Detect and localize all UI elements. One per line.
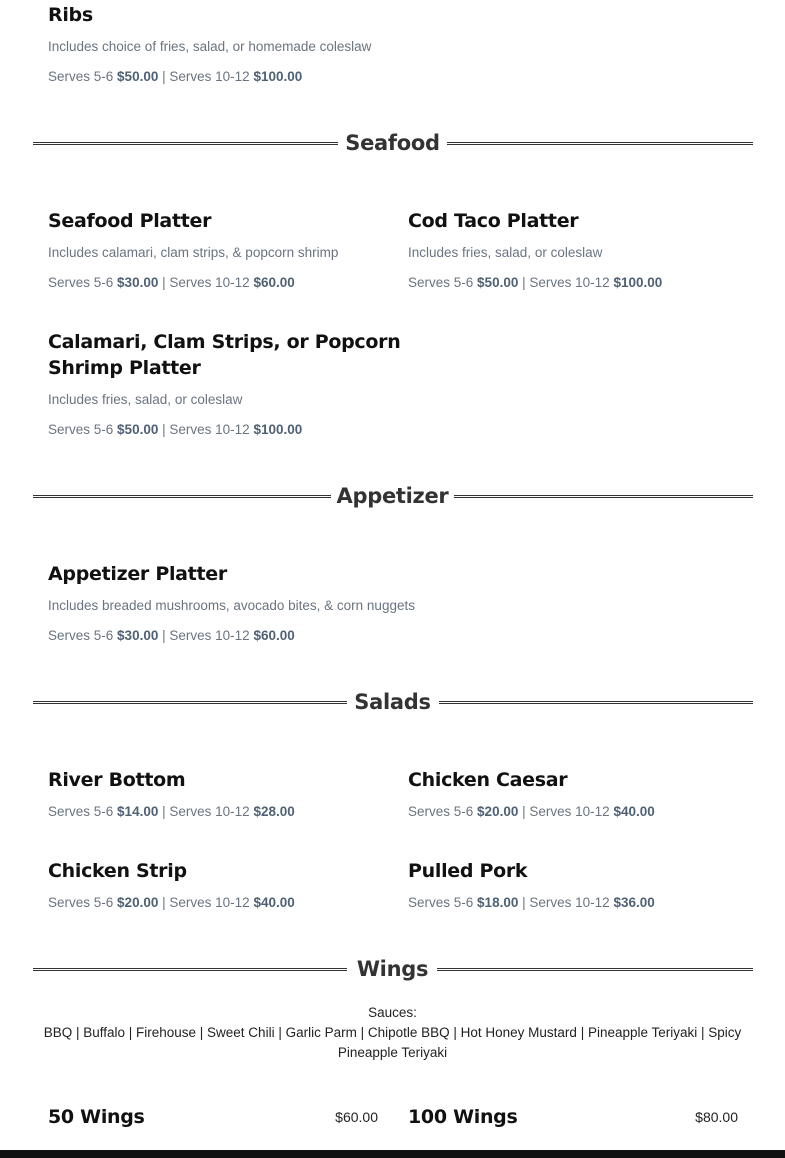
price-separator: | (162, 422, 166, 437)
wings-100-price: $80.00 (695, 1109, 738, 1125)
price-small-value: $30.00 (117, 275, 159, 290)
cod-taco-platter-title: Cod Taco Platter (408, 210, 579, 232)
chicken-strip-price (48, 894, 295, 912)
wings-50-price: $60.00 (335, 1109, 378, 1125)
price-large-label: Serves 10-12 (529, 895, 610, 910)
chicken-caesar-price (408, 803, 655, 821)
pulled-pork-price (408, 894, 655, 912)
footer-bar (0, 1150, 785, 1158)
price-small-value: $50.00 (117, 422, 159, 437)
price-large-value: $100.00 (613, 275, 663, 290)
price-separator: | (162, 895, 166, 910)
calamari-platter-title (48, 329, 400, 381)
price-small-value: $50.00 (117, 69, 159, 84)
price-large-label: Serves 10-12 (169, 804, 250, 819)
section-heading-seafood: Seafood (345, 131, 440, 155)
calamari-platter-description: Includes fries, salad, or coleslaw (48, 392, 243, 407)
price-large-label: Serves 10-12 (529, 275, 610, 290)
section-heading-wings: Wings (356, 957, 429, 981)
wings-50-title: 50 Wings (48, 1106, 145, 1128)
chicken-caesar-title: Chicken Caesar (408, 769, 568, 791)
chicken-strip-title: Chicken Strip (48, 860, 187, 882)
price-large-label: Serves 10-12 (169, 69, 250, 84)
price-small-label: Serves 5-6 (408, 895, 474, 910)
price-small-value: $20.00 (117, 895, 159, 910)
seafood-platter-title: Seafood Platter (48, 210, 212, 232)
price-large-value: $36.00 (613, 895, 655, 910)
price-separator: | (162, 69, 166, 84)
price-large-value: $100.00 (253, 422, 303, 437)
price-separator: | (522, 804, 526, 819)
calamari-platter-title-line1: Calamari, Clam Strips, or Popcorn (48, 331, 401, 353)
appetizer-platter-title: Appetizer Platter (48, 563, 227, 585)
price-large-value: $60.00 (253, 275, 295, 290)
price-small-value: $20.00 (477, 804, 519, 819)
section-heading-salads: Salads (354, 690, 431, 714)
price-small-label: Serves 5-6 (408, 275, 474, 290)
price-large-value: $28.00 (253, 804, 295, 819)
price-large-label: Serves 10-12 (169, 422, 250, 437)
price-separator: | (522, 275, 526, 290)
price-small-label: Serves 5-6 (48, 69, 114, 84)
price-separator: | (162, 804, 166, 819)
price-large-label: Serves 10-12 (169, 275, 250, 290)
calamari-platter-price (48, 421, 302, 439)
price-small-label: Serves 5-6 (48, 628, 114, 643)
ribs-price (48, 68, 302, 86)
river-bottom-title: River Bottom (48, 769, 186, 791)
ribs-title: Ribs (48, 4, 93, 26)
price-small-value: $18.00 (477, 895, 519, 910)
cod-taco-platter-description: Includes fries, salad, or coleslaw (408, 245, 603, 260)
price-small-label: Serves 5-6 (48, 422, 114, 437)
price-separator: | (162, 275, 166, 290)
ribs-description: Includes choice of fries, salad, or homemade coleslaw (48, 39, 372, 54)
price-large-value: $100.00 (253, 69, 303, 84)
price-large-value: $60.00 (253, 628, 295, 643)
price-small-value: $50.00 (477, 275, 519, 290)
seafood-platter-price (48, 274, 295, 292)
price-large-label: Serves 10-12 (169, 895, 250, 910)
sauces-label: Sauces: (368, 1005, 417, 1020)
price-separator: | (162, 628, 166, 643)
river-bottom-price (48, 803, 295, 821)
seafood-platter-description: Includes calamari, clam strips, & popcorn shrimp (48, 245, 339, 260)
price-large-label: Serves 10-12 (169, 628, 250, 643)
wings-100-title: 100 Wings (408, 1106, 518, 1128)
appetizer-platter-description: Includes breaded mushrooms, avocado bites, & corn nuggets (48, 598, 415, 613)
price-small-value: $14.00 (117, 804, 159, 819)
pulled-pork-title: Pulled Pork (408, 860, 528, 882)
price-small-value: $30.00 (117, 628, 159, 643)
appetizer-platter-price (48, 627, 295, 645)
cod-taco-platter-price (408, 274, 662, 292)
price-large-value: $40.00 (613, 804, 655, 819)
sauces-list-line2: Pineapple Teriyaki (337, 1045, 448, 1060)
price-small-label: Serves 5-6 (408, 804, 474, 819)
price-small-label: Serves 5-6 (48, 804, 114, 819)
price-small-label: Serves 5-6 (48, 895, 114, 910)
section-heading-appetizer: Appetizer (336, 484, 449, 508)
price-large-value: $40.00 (253, 895, 295, 910)
price-small-label: Serves 5-6 (48, 275, 114, 290)
price-large-label: Serves 10-12 (529, 804, 610, 819)
sauces-list-line1: BBQ | Buffalo | Firehouse | Sweet Chili | Garlic Parm | Chipotle BBQ | Hot Honey Mustard | Pineapple Teriyaki | Spicy (43, 1025, 742, 1040)
calamari-platter-title-line2: Shrimp Platter (48, 357, 201, 379)
price-separator: | (522, 895, 526, 910)
